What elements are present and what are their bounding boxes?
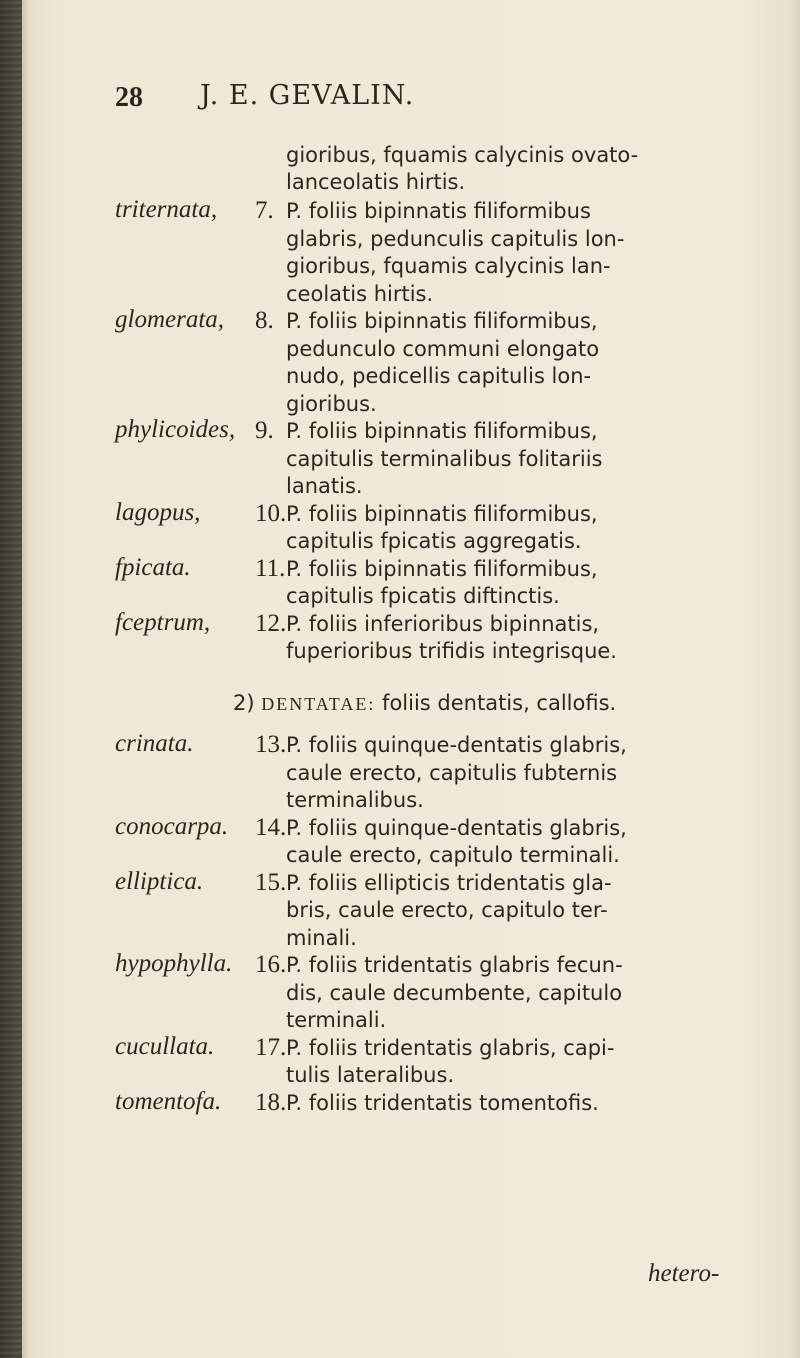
description-line: P. foliis tridentatis glabris fecun- [286,953,623,977]
description-line: pedunculo communi elongato [286,336,600,361]
description-line: glabris, pedunculis capitulis lon- [286,226,625,251]
description-line: dis, caule decumbente, capitulo [286,980,623,1005]
entry-number: 11. [255,554,286,582]
section-label: DENTATAE: [261,694,376,714]
text-line: gioribus, fquamis calycinis ovato- [286,143,639,167]
page-number: 28 [115,82,143,113]
entry-number: 18. [255,1088,287,1116]
description-line: gioribus. [286,391,377,416]
description-line: P. foliis ellipticis tridentatis gla- [286,870,612,895]
description-line: fuperioribus trifidis integrisque. [286,639,617,663]
description-line: P. foliis quinque-dentatis glabris, [286,815,627,840]
entry-number: 15. [255,868,287,896]
description-line: minali. [286,925,357,950]
species-name: elliptica. [115,867,204,895]
description-line: lanatis. [286,474,363,498]
description-line: gioribus, fquamis calycinis lan- [286,254,611,278]
description-line: capitulis fpicatis diftinctis. [286,584,560,608]
description-line: P. foliis tridentatis glabris, capi- [286,1035,615,1060]
description-line: terminalibus. [286,788,424,812]
text-line: lanceolatis hirtis. [286,170,466,194]
description-line: P. foliis quinque-dentatis glabris, [286,733,627,757]
entry-number: 10. [255,499,287,527]
species-name: fpicata. [115,553,191,581]
description-line: P. foliis tridentatis tomentofis. [286,1090,599,1115]
section-text: foliis dentatis, callofis. [382,691,617,715]
entry-number: 16. [255,951,287,978]
species-name: tomentofa. [115,1087,222,1115]
species-name: lagopus, [115,498,201,526]
species-name: conocarpa. [115,812,229,840]
species-name: fceptrum, [115,608,211,636]
description-line: caule erecto, capitulo terminali. [286,843,620,867]
section-number: 2) [233,691,255,715]
entry-number: 8. [255,307,274,334]
description-line: P. foliis bipinnatis filiformibus, [286,309,598,333]
species-name: glomerata, [115,306,225,333]
description-line: P. foliis bipinnatis filiformibus, [286,419,598,443]
description-line: ceolatis hirtis. [286,281,434,306]
book-spine-edge [0,0,22,1358]
entry-number: 14. [255,813,287,841]
species-name: phylicoides, [115,416,236,443]
species-name: cucullata. [115,1032,215,1060]
description-line: capitulis terminalibus folitariis [286,446,603,471]
entry-number: 17. [255,1033,287,1061]
entry-number: 7. [255,197,274,224]
description-line: P. foliis bipinnatis filiformibus, [286,556,598,581]
description-line: P. foliis inferioribus bipinnatis, [286,611,600,636]
section-heading [233,691,616,715]
running-title: J. E. GEVALIN. [200,80,415,111]
entry-number: 12. [255,609,287,637]
catchword: hetero- [648,1260,720,1287]
species-name: hypophylla. [115,950,233,977]
description-line: tulis lateralibus. [286,1063,455,1087]
species-name: triternata, [115,196,218,223]
description-line: P. foliis bipinnatis filiformibus, [286,501,598,526]
description-line: nudo, pedicellis capitulis lon- [286,364,592,388]
description-line: capitulis fpicatis aggregatis. [286,529,582,553]
description-line: caule erecto, capitulis fubternis [286,760,618,785]
description-line: P. foliis bipinnatis filiformibus [286,199,591,223]
description-line: bris, caule erecto, capitulo ter- [286,898,608,922]
entry-number: 9. [255,417,274,444]
species-name: crinata. [115,730,194,757]
description-line: terminali. [286,1008,387,1032]
entry-number: 13. [255,731,287,758]
